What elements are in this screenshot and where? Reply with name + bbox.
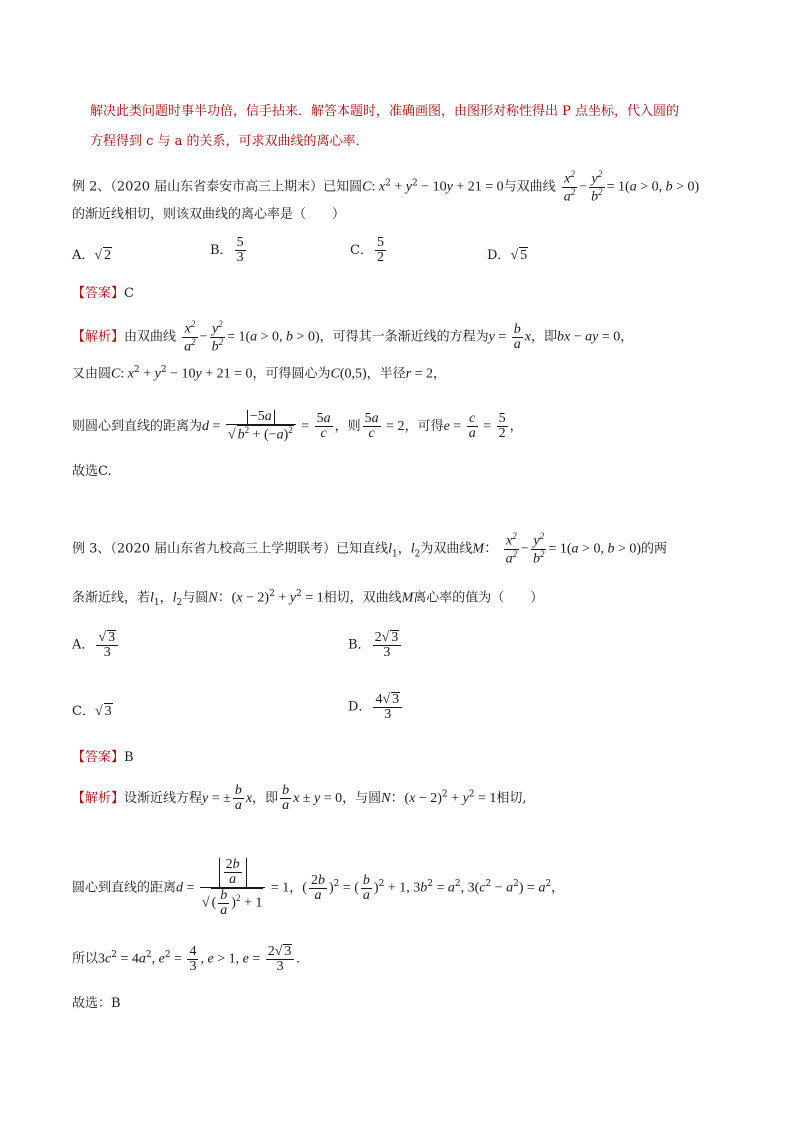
ex3-option-d: D． $\frac{4√ 3}{3}$ [348, 692, 404, 722]
ex2-option-b: B． $\frac{5}{3}$ [210, 235, 244, 265]
ex3-analysis-line-2: 圆心到直线的距离d = $\frac{2b}{a}$ √ ( $\frac{b}{a}$ )$^2$ + 1 = 1，( $\frac{2b}{a}$ )$^2$ = ( $\frac{b}{a}$ )$^2$ + 1, $3b^2 = a^2$, $3(c^2 - a^2) = a^2$， [72, 857, 565, 918]
ex3-conclusion: 故选：B [72, 996, 121, 1011]
ex2-option-d: D．√ 5 [487, 248, 528, 263]
intro-line-1: 解决此类问题时事半功倍，信手拈来．解答本题时，准确画图，由图形对称性得出 P 点坐标，代入圆的 [90, 104, 680, 119]
ex3-option-c: C．√ 3 [72, 704, 112, 719]
ex2-option-a: A．√ 2 [72, 248, 112, 263]
ex2-analysis-line-1: 【解析】由双曲线 $\frac{x^2}{a^2}$ − $\frac{y^2}{b^2}$ = 1(a > 0, b > 0)，可得其一条渐近线的方程为y = $\frac{b}{a}$ x，即bx − ay = 0， [72, 319, 634, 355]
ex3-stem-line-1: 例 3、（2020 届山东省九校高三上学期联考）已知直线$l_1$，$l_2$为双曲线M： $\frac{x^2}{a^2}$ − $\frac{y^2}{b^2}$ = 1(a > 0, b > 0)的两 [72, 531, 668, 567]
intro-line-2: 方程得到 c 与 a 的关系，可求双曲线的离心率． [90, 134, 369, 149]
ex3-option-a: A． $\frac{√ 3}{3}$ [72, 630, 120, 660]
ex2-option-c: C． $\frac{5}{2}$ [350, 235, 384, 265]
ex2-stem-line-2: 的渐近线相切，则该双曲线的离心率是（ ） [72, 207, 346, 222]
ex3-option-b: B． $\frac{2√ 3}{3}$ [348, 630, 403, 660]
ex2-conclusion: 故选C. [72, 464, 112, 479]
ex3-answer: 【答案】B [72, 750, 134, 765]
ex2-analysis-line-2: 又由圆C: $x^2 + y^2 - 10y + 21 = 0$，可得圆心为C(0,5)，半径r = 2， [72, 365, 447, 382]
ex2-answer: 【答案】C [72, 286, 134, 301]
ex2-analysis-line-3: 则圆心到直线的距离为d = $\frac{-5a}{√ b^2 + (-a)^2}$ = $\frac{5a}{c}$ ，则 $\frac{5a}{c}$ = 2，可得e = $\frac{c}{a}$ = $\frac{5}{2}$ ， [72, 409, 523, 443]
ex3-analysis-line-1: 【解析】设渐近线方程y = ± $\frac{b}{a}$ x，即 $\frac{b}{a}$ x ± y = 0，与圆N：$(x - 2)^2 + y^2 = 1$相切, [72, 783, 527, 813]
ex2-stem-line-1: 例 2、（2020 届山东省泰安市高三上期末）已知圆C: $x^2 + y^2 - 10y + 21 = 0$与双曲线 $\frac{x^2}{a^2}$ − $\frac{y^2}{b^2}$ = 1(a > 0, b > 0) [72, 169, 700, 205]
ex3-analysis-line-3: 所以$3c^2 = 4a^2$, $e^2$ = $\frac{4}{3}$ , e > 1, e = $\frac{2√ 3}{3}$ . [72, 943, 300, 974]
ex3-stem-line-2: 条渐近线，若$l_1$，$l_2$与圆N：$(x - 2)^2 + y^2 = 1$相切，双曲线M离心率的值为（ ） [72, 589, 544, 608]
